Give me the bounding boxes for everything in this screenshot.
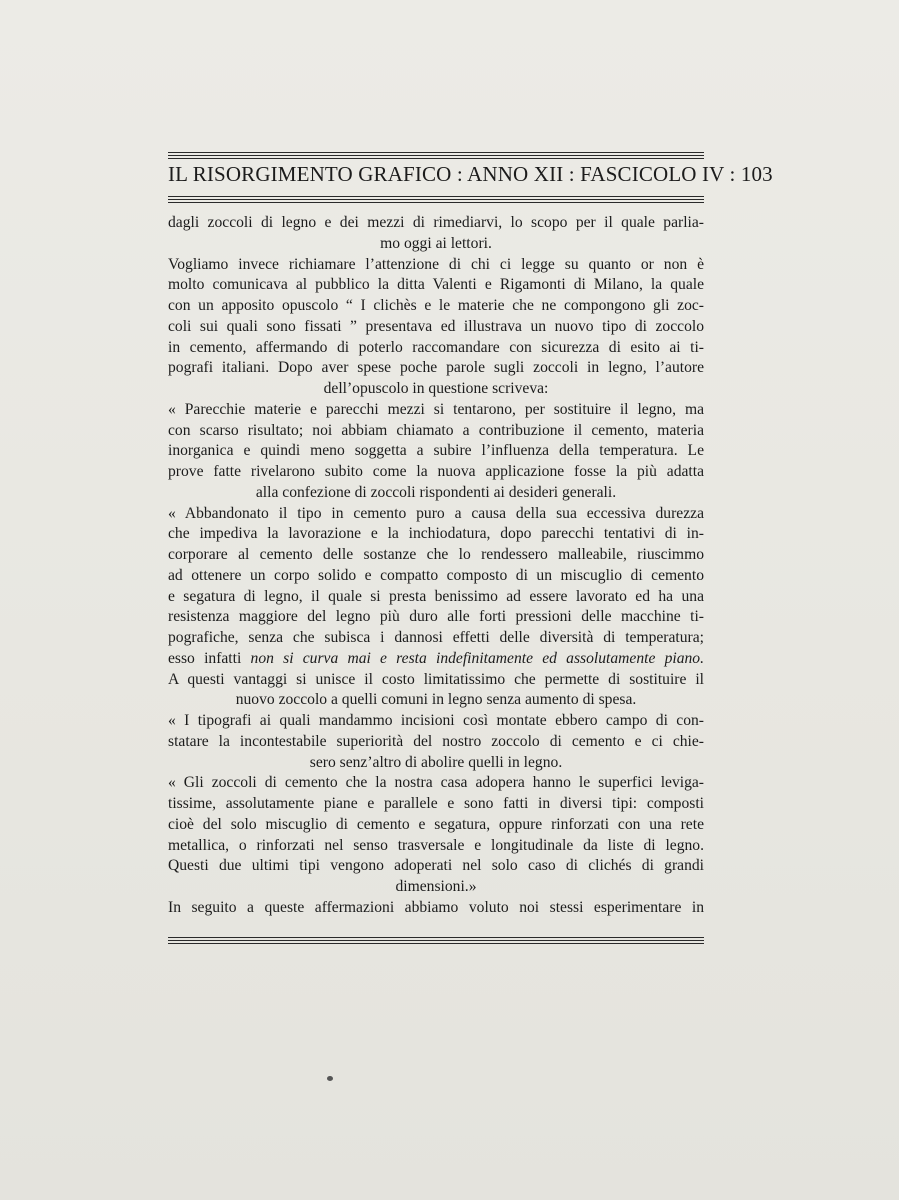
text-line (168, 732, 704, 753)
running-head: IL RISORGIMENTO GRAFICO : ANNO XII : FASCICOLO IV : 103 (168, 162, 773, 186)
text-line (168, 856, 704, 877)
text-line-roman: nuovo zoccolo a quelli comuni in legno senza aumento di spesa. (235, 691, 637, 709)
text-line (168, 628, 704, 649)
text-line-roman: « Parecchie materie e parecchi mezzi si tentarono, per sostituire il legno, ma (168, 400, 704, 418)
text-line (168, 898, 704, 919)
text-line-roman: coli sui quali sono fissati ” presentava ed illustrava un nuovo tipo di zoccolo (168, 317, 704, 335)
text-line-roman: pografi italiani. Dopo aver spese poche parole sugli zoccoli in legno, l’autore (168, 359, 704, 377)
text-line (168, 711, 704, 732)
body-text (168, 213, 704, 919)
text-line-roman: molto comunicava al pubblico la ditta Valenti e Rigamonti di Milano, la quale (168, 276, 704, 294)
text-line-roman: « I tipografi ai quali mandammo incisioni così montate ebbero campo di con- (168, 712, 704, 729)
text-line-roman: pografiche, senza che subisca i dannosi effetti delle diversità di temperatura; (168, 629, 704, 646)
text-line-roman: dimensioni.» (395, 878, 477, 895)
text-line (168, 462, 704, 483)
text-line-roman: dell’opuscolo in questione scriveva: (323, 380, 549, 397)
text-line-roman: « Abbandonato il tipo in cemento puro a causa della sua eccessiva durezza (168, 504, 704, 522)
paper-speck (327, 1076, 333, 1081)
text-line-roman: A questi vantaggi si unisce il costo limitatissimo che permette di sostituire il (168, 670, 704, 688)
text-line (168, 234, 704, 255)
text-line-roman: che impediva la lavorazione e la inchiodatura, dopo parecchi tentativi di in- (168, 525, 704, 543)
text-line (168, 753, 704, 774)
text-line-roman: Questi due ultimi tipi vengono adoperati nel solo caso di clichés di grandi (168, 857, 704, 875)
text-line (168, 275, 704, 296)
text-line (168, 773, 704, 794)
text-line (168, 421, 704, 442)
text-line-roman: e segatura di legno, il quale si presta benissimo ad essere lavorato ed ha una (168, 587, 704, 605)
text-line-roman: con un apposito opuscolo “ I clichès e le materie che ne compongono gli zoc- (168, 297, 704, 314)
text-line (168, 690, 704, 711)
text-line-roman: resistenza maggiore del legno più duro alle forti pressioni delle macchine ti- (168, 608, 704, 626)
text-line-roman: esso infatti (168, 649, 242, 667)
text-line-roman: corporare al cemento delle sostanze che lo rendessero malleabile, riuscimmo (168, 546, 704, 563)
footer-rule (168, 937, 704, 944)
text-line (168, 255, 704, 276)
text-line-roman: tissime, assolutamente piane e parallele e sono fatti in diversi tipi: composti (168, 795, 704, 812)
text-line-roman: statare la incontestabile superiorità del nostro zoccolo di cemento e ci chie- (168, 732, 704, 750)
text-line (168, 338, 704, 359)
text-line-roman: ad ottenere un corpo solido e compatto composto di un miscuglio di cemento (168, 566, 704, 584)
text-line-italic: non si curva mai e resta indefinitamente ed assolutamente piano. (250, 649, 704, 667)
text-line (168, 794, 704, 815)
text-line (168, 670, 704, 691)
text-line (168, 524, 704, 545)
header-top-rule (168, 152, 704, 159)
text-line-roman: Vogliamo invece richiamare l’attenzione di chi ci legge su quanto or non è (168, 255, 704, 273)
text-line-roman: con scarso risultato; noi abbiam chiamato a contribuzione il cemento, materia (168, 421, 704, 439)
text-line-roman: mo oggi ai lettori. (380, 234, 492, 252)
header-bottom-rule (168, 196, 704, 203)
text-line-roman: prove fatte rivelarono subito come la nuova applicazione fosse la più adatta (168, 463, 704, 480)
text-line (168, 379, 704, 400)
text-line (168, 877, 704, 898)
text-line-roman: cioè del solo miscuglio di cemento e segatura, oppure rinforzati con una rete (168, 815, 704, 833)
text-line (168, 400, 704, 421)
text-line-roman: « Gli zoccoli di cemento che la nostra casa adopera hanno le superfici leviga- (168, 774, 704, 792)
text-line (168, 504, 704, 525)
text-line (168, 213, 704, 234)
text-line (168, 441, 704, 462)
text-line (168, 296, 704, 317)
text-line-roman: metallica, o rinforzati nel senso trasversale e longitudinale da liste di legno. (168, 836, 704, 854)
text-line-roman: In seguito a queste affermazioni abbiamo voluto noi stessi esperimentare in (168, 898, 704, 916)
text-line (168, 317, 704, 338)
text-line (168, 483, 704, 504)
text-line (168, 836, 704, 857)
text-line (168, 587, 704, 608)
text-line (168, 566, 704, 587)
text-line-roman: inorganica e quindi meno soggetta a subire l’influenza della temperatura. Le (168, 442, 704, 460)
text-line-roman: alla confezione di zoccoli rispondenti ai desideri generali. (255, 483, 617, 501)
text-line (168, 545, 704, 566)
text-line (168, 607, 704, 628)
text-line-roman: dagli zoccoli di legno e dei mezzi di rimediarvi, lo scopo per il quale parlia- (168, 214, 704, 231)
text-line (168, 815, 704, 836)
text-line-roman: in cemento, affermando di poterlo raccomandare con sicurezza di esito ai ti- (168, 338, 704, 356)
text-line (168, 649, 704, 670)
text-line (168, 358, 704, 379)
text-line-roman: sero senz’altro di abolire quelli in legno. (309, 753, 563, 771)
